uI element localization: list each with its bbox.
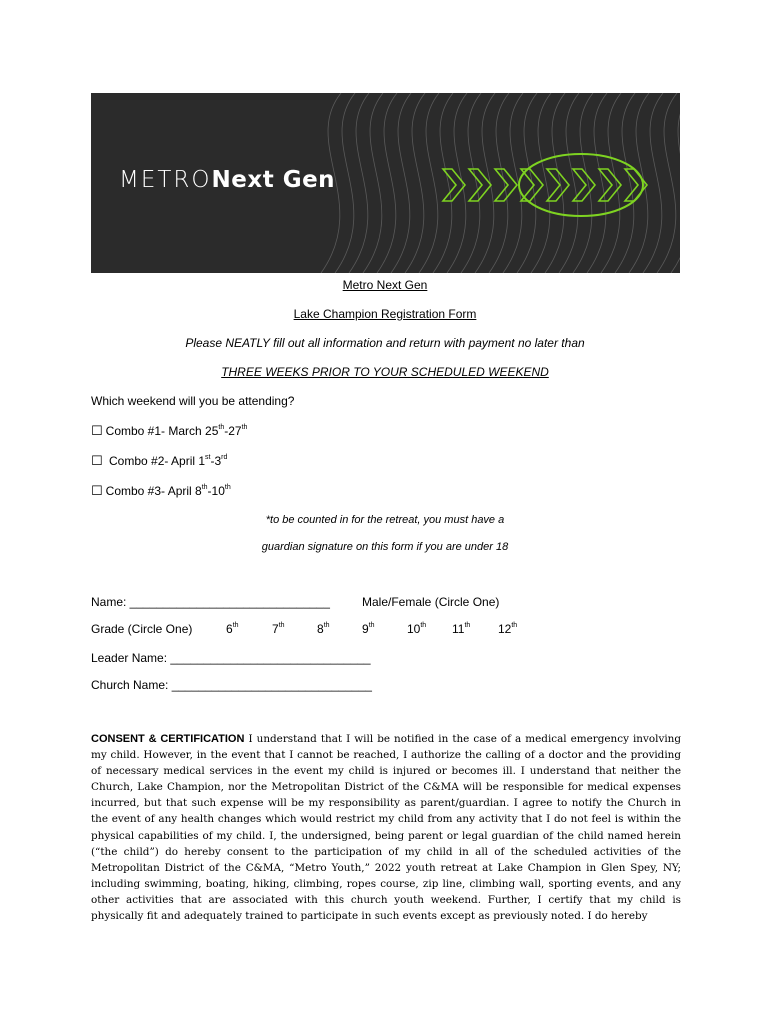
checkbox-icon[interactable]: ☐: [91, 453, 103, 468]
banner-wave-line: [559, 93, 579, 273]
banner-wave-line: [615, 93, 635, 273]
grade-option[interactable]: 11th: [452, 622, 471, 636]
grade-option[interactable]: 9th: [362, 622, 375, 636]
chevron-icon: [521, 169, 543, 201]
chevron-icon: [573, 169, 595, 201]
grade-option[interactable]: 12th: [498, 622, 518, 636]
consent-heading: CONSENT & CERTIFICATION: [91, 733, 245, 745]
grade-option[interactable]: 6th: [226, 622, 239, 636]
weekend-option-1[interactable]: ☐ Combo #1- March 25th-27th: [91, 423, 248, 438]
chevron-icon: [443, 169, 465, 201]
banner-wave-line: [545, 93, 565, 273]
instruction-text: Please NEATLY fill out all information and return with payment no later than: [185, 336, 585, 350]
gender-field[interactable]: Male/Female (Circle One): [362, 595, 500, 609]
grade-option[interactable]: 8th: [317, 622, 330, 636]
logo: METRONext Gen: [119, 167, 336, 193]
leader-name-field[interactable]: Leader Name: ______________________________: [91, 651, 371, 665]
guardian-note-line-2: guardian signature on this form if you are under 18: [261, 541, 509, 553]
weekend-question: Which weekend will you be attending?: [91, 394, 295, 408]
banner-accent-ring: [519, 154, 643, 216]
banner-wave-line: [419, 93, 439, 273]
banner-wave-line: [405, 93, 425, 273]
form-title: Lake Champion Registration Form: [293, 307, 477, 321]
banner-wave-line: [587, 93, 607, 273]
checkbox-icon[interactable]: ☐: [91, 423, 103, 438]
guardian-note-line-1: *to be counted in for the retreat, you must have a: [265, 514, 505, 526]
org-title: Metro Next Gen: [342, 278, 428, 292]
grade-option[interactable]: 10th: [407, 622, 427, 636]
name-field[interactable]: Name: ______________________________: [91, 595, 330, 609]
deadline-text: THREE WEEKS PRIOR TO YOUR SCHEDULED WEEKEND: [221, 365, 549, 379]
banner-wave-line: [335, 93, 355, 273]
grade-option[interactable]: 7th: [272, 622, 285, 636]
header-banner: [91, 93, 680, 273]
banner-wave-line: [433, 93, 453, 273]
consent-paragraph: [91, 731, 681, 924]
banner-wave-line: [657, 93, 677, 273]
chevron-icon: [469, 169, 491, 201]
church-name-field[interactable]: Church Name: ______________________________: [91, 678, 372, 692]
checkbox-icon[interactable]: ☐: [91, 483, 103, 498]
banner-wave-line: [573, 93, 593, 273]
banner-wave-line: [391, 93, 411, 273]
banner-wave-line: [377, 93, 397, 273]
grade-row: [0, 622, 770, 638]
banner-wave-line: [475, 93, 495, 273]
consent-body: I understand that I will be notified in the case of a medical emergency involving my child. However, in the event that I cannot be reached, I authorize the calling of a doctor and the providing of necessary medical services in the event my child is injured or becomes ill. I understand that neither the Church, Lake Champion, nor the Metropolitan District of the C&MA will be responsible for medical expenses incurred, but that such expense will be my responsibility as parent/guardian. I agree to notify the Church in the event of any health changes which would restrict my child from any activity that I do not feel is within the physical capabilities of my child. I, the undersigned, being parent or legal guardian of the child named herein (“the child”) do hereby consent to the participation of my child in all of the scheduled activities of the Metropolitan District of the C&MA, “Metro Youth,” 2022 youth retreat at Lake Champion in Glen Spey, NY; including swimming, boating, hiking, climbing, ropes course, zip line, climbing wall, sporting events, and any other activities that are associated with this church youth weekend. Further, I certify that my child is physically fit and adequately trained to participate in such events except as previously noted. I do hereby: [91, 733, 681, 923]
banner-wave-lines: [321, 93, 680, 273]
grade-label: Grade (Circle One): [91, 622, 193, 636]
banner-wave-line: [349, 93, 369, 273]
weekend-option-2[interactable]: ☐ Combo #2- April 1st-3rd: [91, 453, 228, 468]
banner-wave-line: [363, 93, 383, 273]
weekend-option-3[interactable]: ☐ Combo #3- April 8th-10th: [91, 483, 231, 498]
